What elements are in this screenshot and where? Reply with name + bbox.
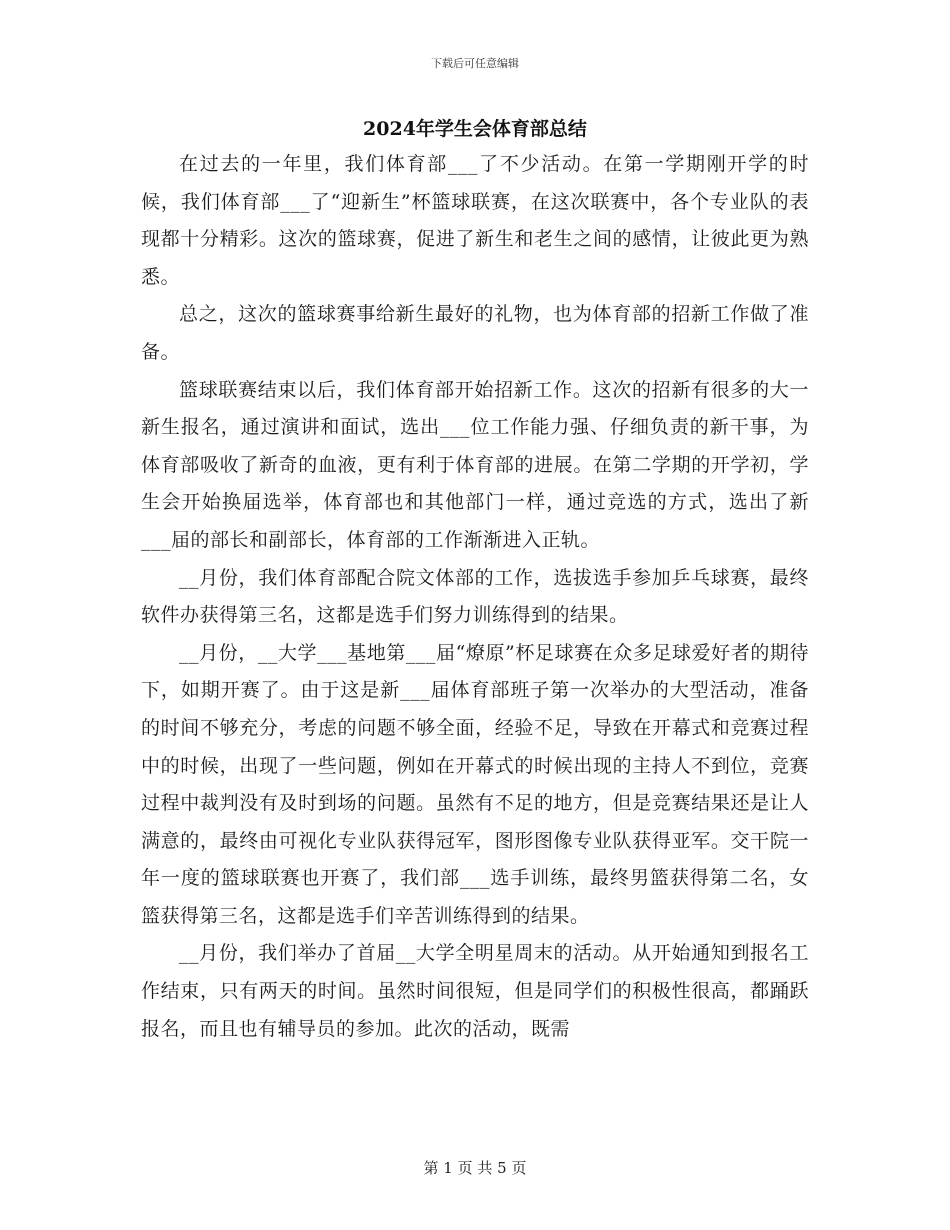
header-note: 下载后可任意编辑 bbox=[431, 57, 519, 70]
paragraph: 在过去的一年里，我们体育部___了不少活动。在第一学期刚开学的时候，我们体育部___了“迎新生”杯篮球联赛，在这次联赛中，各个专业队的表现都十分精彩。这次的篮球赛，促进了新生和老生之间的感情，让彼此更为熟悉。 bbox=[141, 153, 809, 288]
page-footer: 第 1 页 共 5 页 bbox=[423, 1159, 527, 1177]
paragraph: __月份，我们举办了首届__大学全明星周末的活动。从开始通知到报名工作结束，只有两天的时间。虽然时间很短，但是同学们的积极性很高，都踊跃报名，而且也有辅导员的参加。此次的活动，既需 bbox=[141, 942, 809, 1040]
document-title: 2024年学生会体育部总结 bbox=[363, 118, 587, 140]
paragraph: 总之，这次的篮球赛事给新生最好的礼物，也为体育部的招新工作做了准备。 bbox=[141, 303, 809, 363]
document-body bbox=[141, 146, 809, 1048]
paragraph: 篮球联赛结束以后，我们体育部开始招新工作。这次的招新有很多的大一新生报名，通过演讲和面试，选出___位工作能力强、仔细负责的新干事，为体育部吸收了新奇的血液，更有利于体育部的进展。在第二学期的开学初，学生会开始换届选举，体育部也和其他部门一样，通过竞选的方式，选出了新___届的部长和副部长，体育部的工作渐渐进入正轨。 bbox=[141, 378, 809, 551]
paragraph: __月份，__大学___基地第___届“燎原”杯足球赛在众多足球爱好者的期待下，如期开赛了。由于这是新___届体育部班子第一次举办的大型活动，准备的时间不够充分，考虑的问题不够全面，经验不足，导致在开幕式和竞赛过程中的时候，出现了一些问题，例如在开幕式的时候出现的主持人不到位，竞赛过程中裁判没有及时到场的问题。虽然有不足的地方，但是竞赛结果还是让人满意的，最终由可视化专业队获得冠军，图形图像专业队获得亚军。交干院一年一度的篮球联赛也开赛了，我们部___选手训练，最终男篮获得第二名，女篮获得第三名，这都是选手们辛苦训练得到的结果。 bbox=[141, 641, 809, 927]
paragraph: __月份，我们体育部配合院文体部的工作，选拔选手参加乒乓球赛，最终软件办获得第三名，这都是选手们努力训练得到的结果。 bbox=[141, 566, 809, 627]
